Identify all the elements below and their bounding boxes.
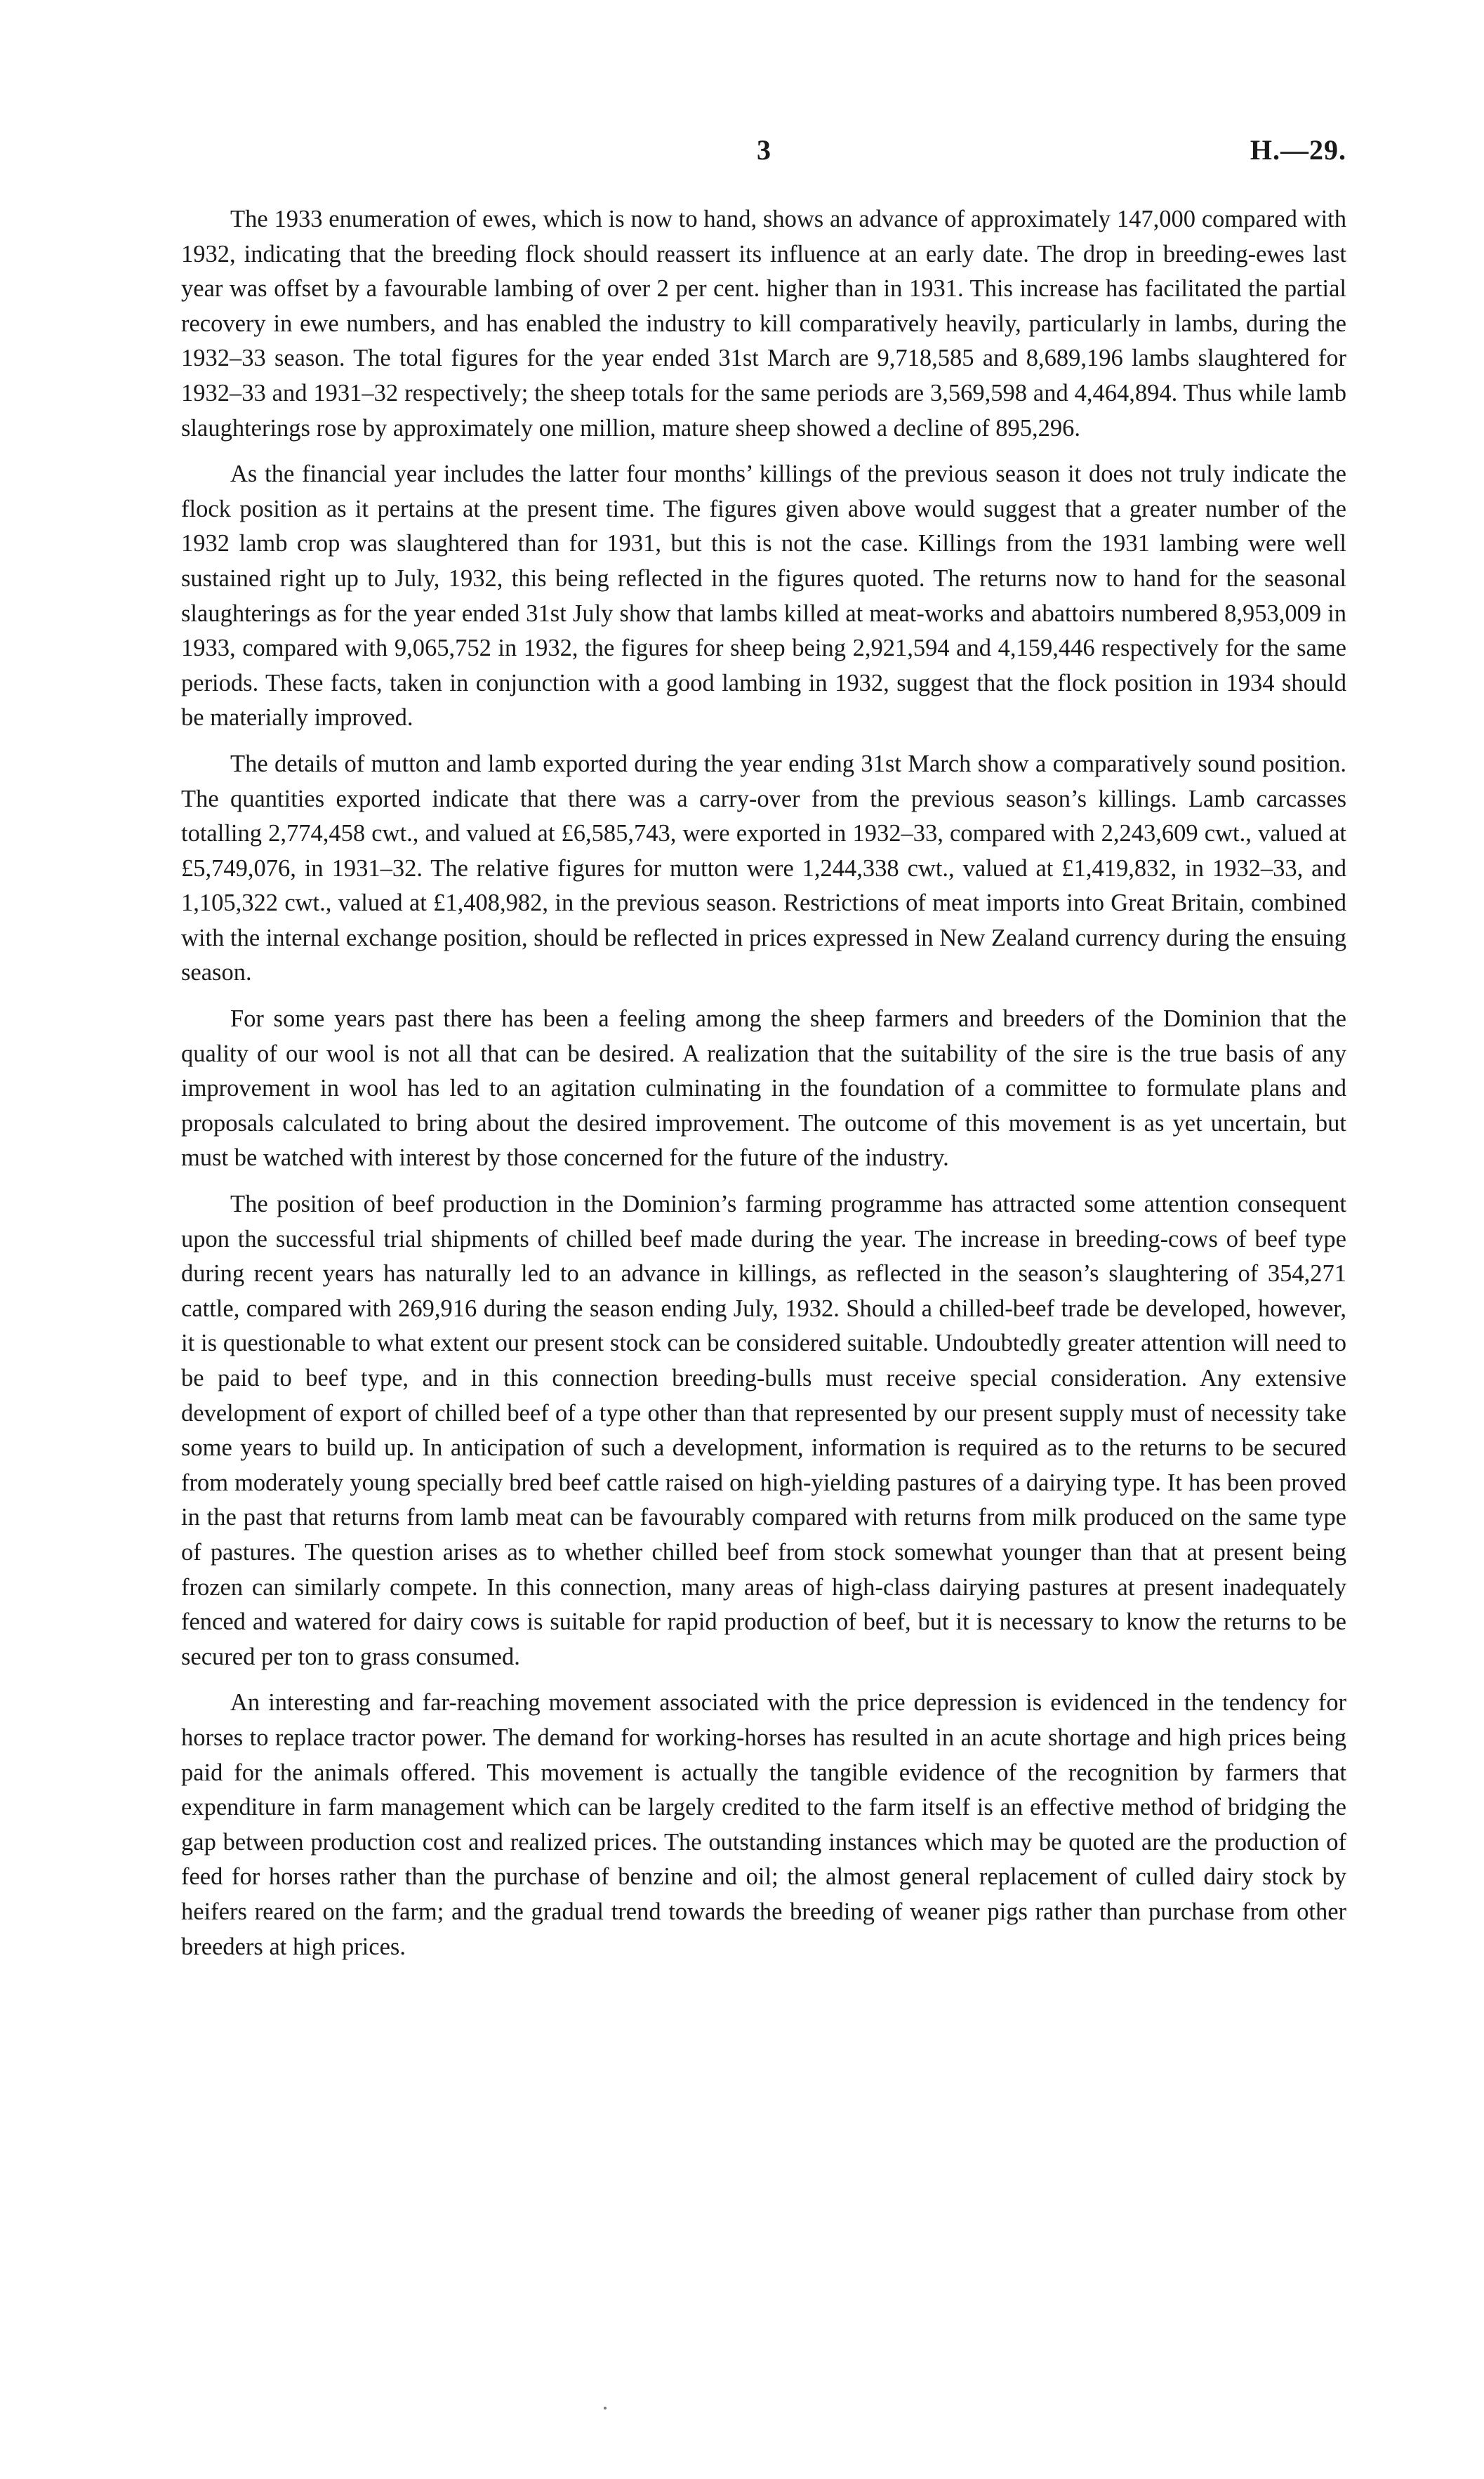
page-speck <box>604 2407 607 2409</box>
paragraph-mutton-lamb-exports: The details of mutton and lamb exported during the year ending 31st March show a comparatively sound position. The quantities exported indicate that there was a carry-over from the previous season’s killings. Lamb carcasses totalling 2,774,458 cwt., and valued at £6,585,743, were exported in 1932–33, compared with 2,243,609 cwt., valued at £5,749,076, in 1931–32. The relative figures for mutton were 1,244,338 cwt., valued at £1,419,832, in 1932–33, and 1,105,322 cwt., valued at £1,408,982, in the previous season. Restrictions of meat imports into Great Britain, combined with the internal exchange position, should be reflected in prices expressed in New Zealand currency during the ensuing season. <box>181 750 1346 986</box>
paragraph-ewe-enumeration: The 1933 enumeration of ewes, which is now to hand, shows an advance of approximately 147,000 compared with 1932, indicating that the breeding flock should reassert its influence at an early date. The drop in breeding-ewes last year was offset by a favourable lambing of over 2 per cent. higher than in 1931. This increase has facilitated the partial recovery in ewe numbers, and has enabled the industry to kill comparatively heavily, particularly in lambs, during the 1932–33 season. The total figures for the year ended 31st March are 9,718,585 and 8,689,196 lambs slaughtered for 1932–33 and 1931–32 respectively; the sheep totals for the same periods are 3,569,598 and 4,464,894. Thus while lamb slaughterings rose by approximately one million, mature sheep showed a decline of 895,296. <box>181 206 1346 442</box>
document-reference: H.—29. <box>1250 134 1346 166</box>
page-header <box>181 133 1346 176</box>
paragraph-flock-position: As the financial year includes the latter four months’ killings of the previous season it does not truly indicate the flock position as it pertains at the present time. The figures given above would suggest that a greater number of the 1932 lamb crop was slaughtered than for 1931, but this is not the case. Killings from the 1931 lambing were well sustained right up to July, 1932, this being reflected in the figures quoted. The returns now to hand for the seasonal slaughterings as for the year ended 31st July show that lambs killed at meat-works and abattoirs numbered 8,953,009 in 1933, compared with 9,065,752 in 1932, the figures for sheep being 2,921,594 and 4,159,446 respectively for the same periods. These facts, taken in conjunction with a good lambing in 1932, suggest that the flock position in 1934 should be materially improved. <box>181 461 1346 732</box>
paragraph-beef-production: The position of beef production in the Dominion’s farming programme has attracted some attention consequent upon the successful trial shipments of chilled beef made during the year. The increase in breeding-cows of beef type during recent years has naturally led to an advance in killings, as reflected in the season’s slaughtering of 354,271 cattle, compared with 269,916 during the season ending July, 1932. Should a chilled-beef trade be developed, however, it is questionable to what extent our present stock can be considered suitable. Undoubtedly greater attention will need to be paid to beef type, and in this connection breeding-bulls must receive special consideration. Any extensive development of export of chilled beef of a type other than that represented by our present supply must of necessity take some years to build up. In anticipation of such a development, information is required as to the returns to be secured from moderately young specially bred beef cattle raised on high-yielding pastures of a dairying type. It has been proved in the past that returns from lamb meat can be favourably compared with returns from milk produced on the same type of pastures. The question arises as to whether chilled beef from stock somewhat younger than that at present being frozen can similarly compete. In this connection, many areas of high-class dairying pastures at present inadequately fenced and watered for dairy cows is suitable for rapid production of beef, but it is necessary to know the returns to be secured per ton to grass consumed. <box>181 1191 1346 1670</box>
page-number: 3 <box>757 134 771 166</box>
paragraph-wool-quality: For some years past there has been a feeling among the sheep farmers and breeders of the Dominion that the quality of our wool is not all that can be desired. A realization that the suitability of the sire is the true basis of any improvement in wool has led to an agitation culminating in the foundation of a committee to formulate plans and proposals calculated to bring about the desired improvement. The outcome of this movement is as yet uncertain, but must be watched with interest by those concerned for the future of the industry. <box>181 1005 1346 1172</box>
paragraph-horse-power: An interesting and far-reaching movement associated with the price depression is evidenced in the tendency for horses to replace tractor power. The demand for working-horses has resulted in an acute shortage and high prices being paid for the animals offered. This movement is actually the tangible evidence of the recognition by farmers that expenditure in farm management which can be largely credited to the farm itself is an effective method of bridging the gap between production cost and realized prices. The outstanding instances which may be quoted are the production of feed for horses rather than the purchase of benzine and oil; the almost general replacement of culled dairy stock by heifers reared on the farm; and the gradual trend towards the breeding of weaner pigs rather than purchase from other breeders at high prices. <box>181 1689 1346 1960</box>
body-text <box>181 202 1346 1976</box>
